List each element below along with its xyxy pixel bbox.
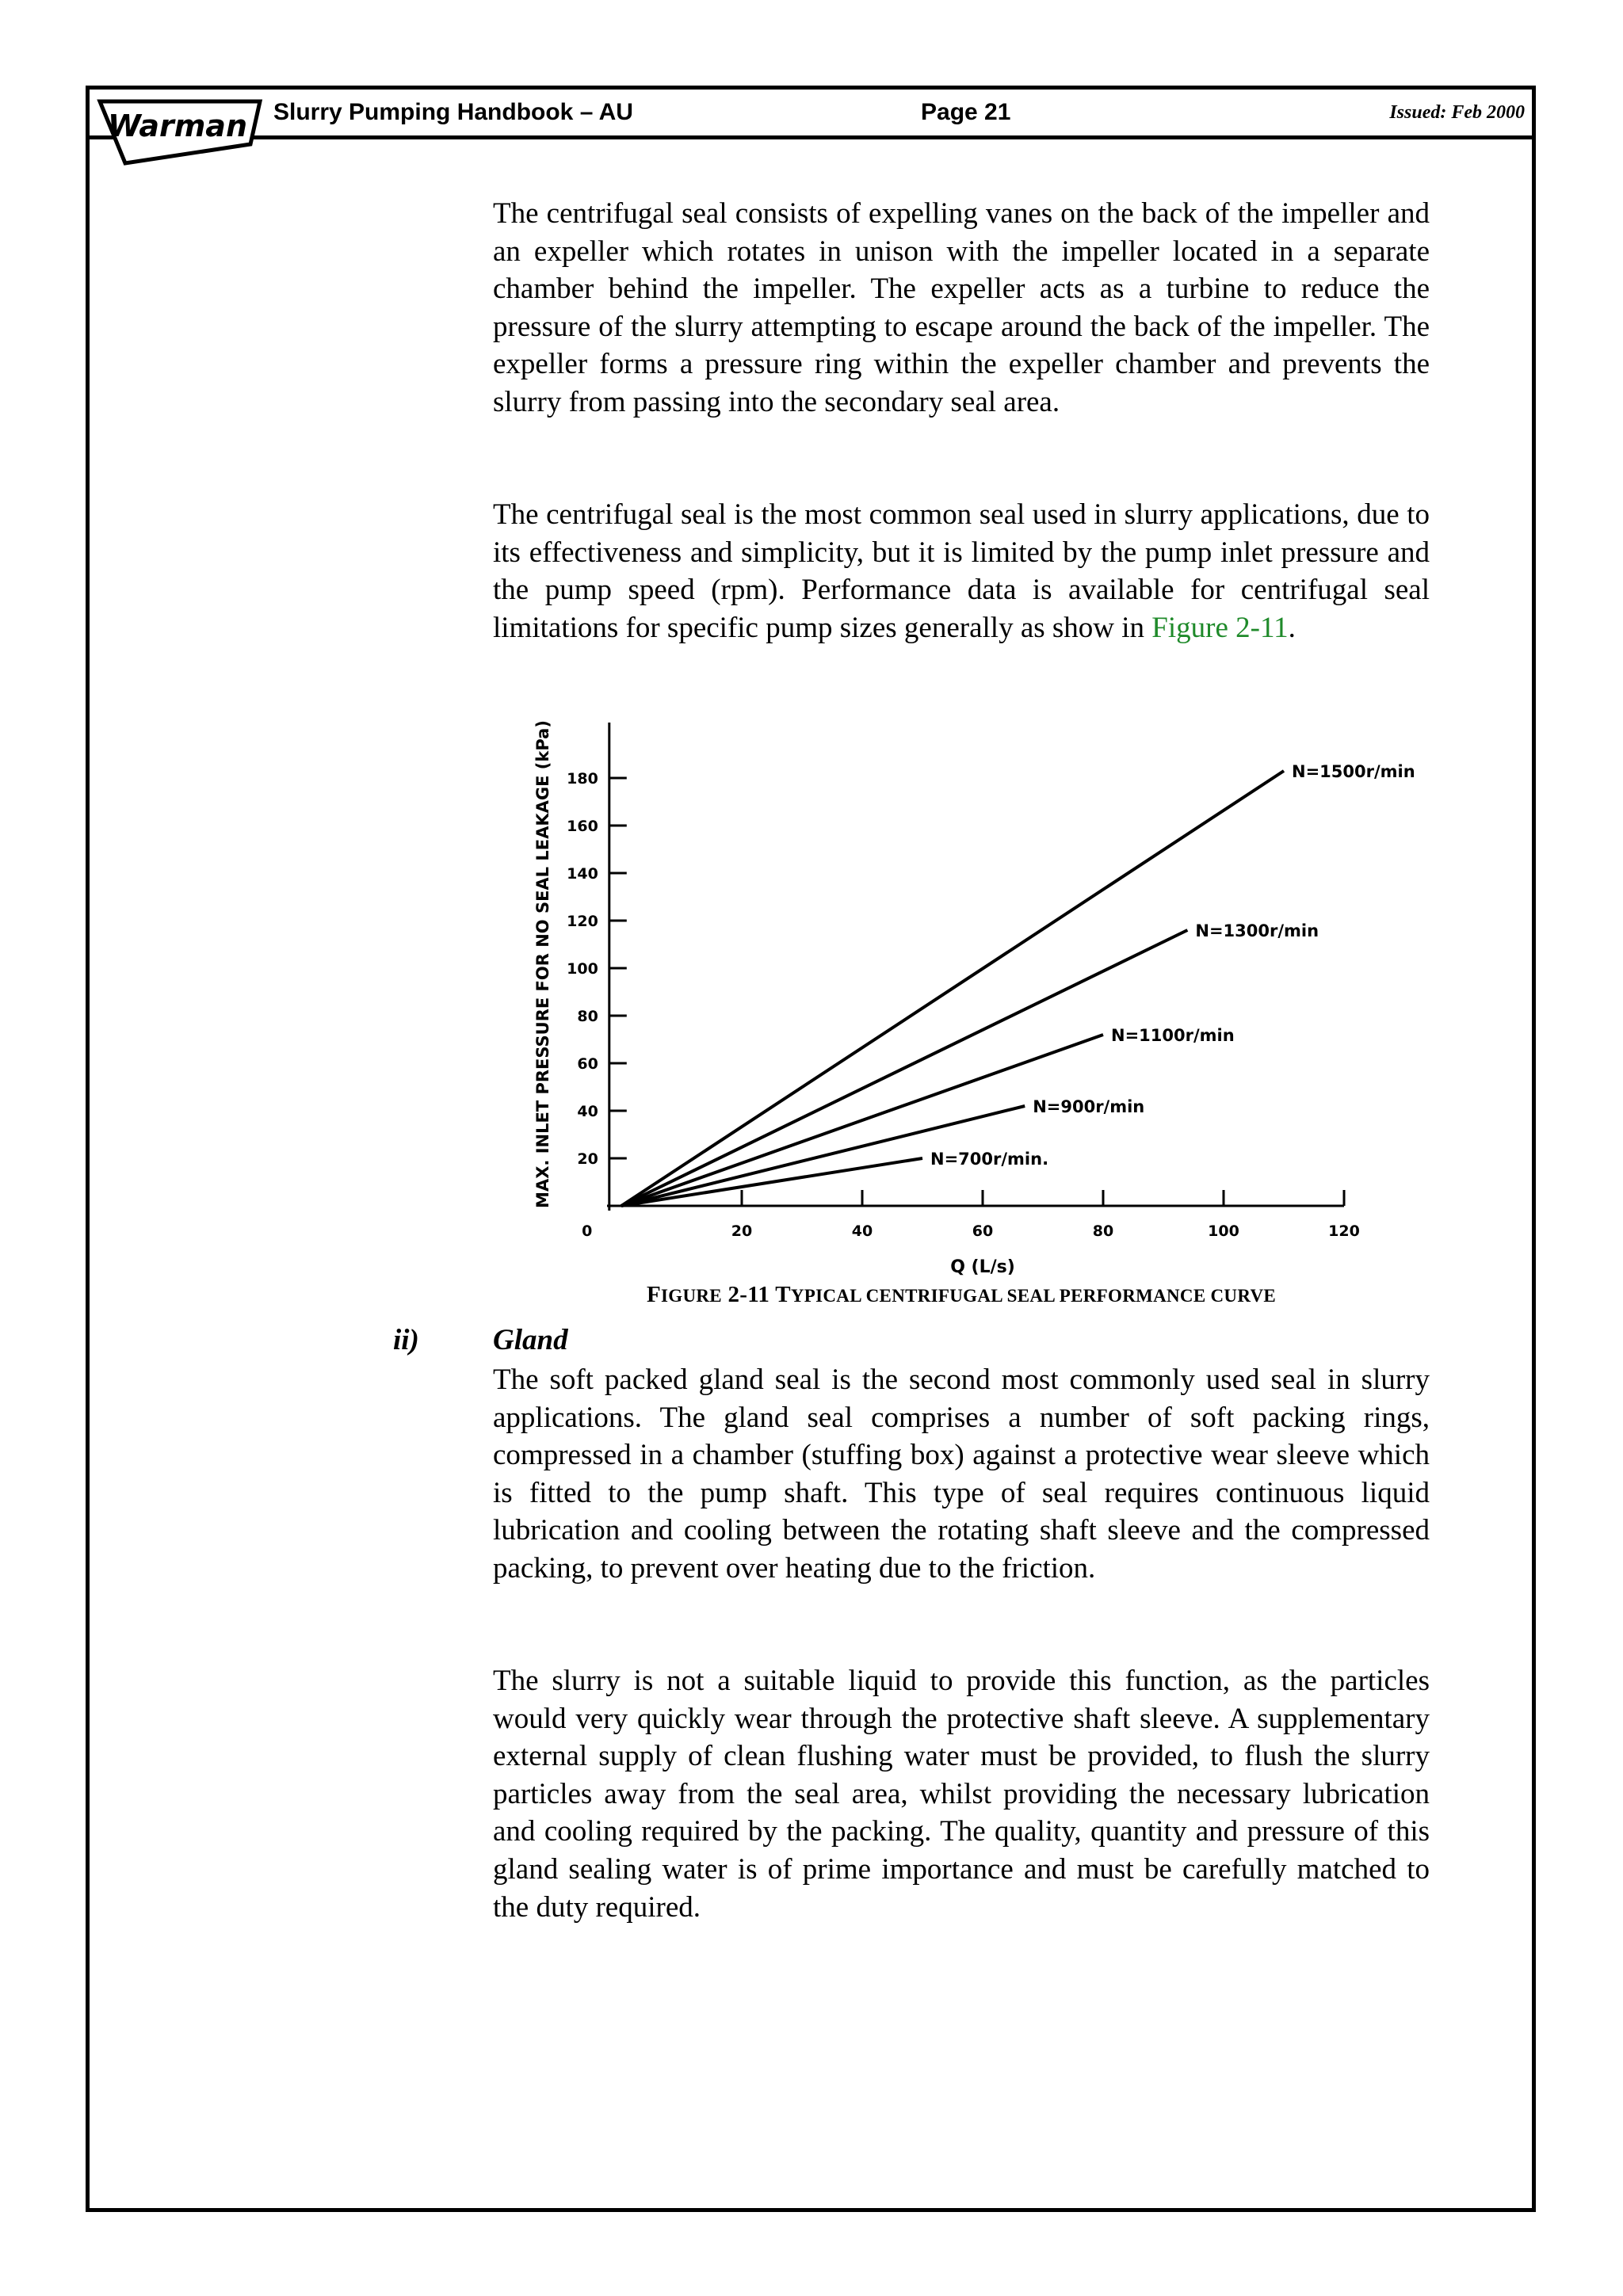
y-tick-label-140: 140 (567, 865, 598, 883)
caption-igure: IGURE (661, 1286, 722, 1306)
series-label-2: N=1100r/min (1111, 1026, 1235, 1045)
caption-f: F (646, 1282, 661, 1307)
x-tick-label-120: 120 (1328, 1222, 1360, 1240)
handbook-title: Slurry Pumping Handbook – AU (273, 99, 633, 125)
y-tick-label-20: 20 (577, 1150, 598, 1168)
series-label-3: N=1300r/min (1195, 921, 1319, 940)
section-number: ii) (393, 1324, 419, 1356)
y-tick-label-40: 40 (577, 1103, 598, 1120)
series-label-0: N=700r/min. (930, 1150, 1049, 1169)
y-tick-label-120: 120 (567, 913, 598, 930)
paragraph-end: . (1288, 611, 1296, 644)
series-label-1: N=900r/min (1033, 1097, 1145, 1116)
paragraph-centrifugal-seal: The centrifugal seal consists of expelling vanes on the back of the impeller and an expeller which rotates in unison with the impeller located in a separate chamber behind the impeller. The expeller acts as a turbine to reduce the pressure of the slurry attempting to escape around the back of the impeller. The expeller forms a pressure ring within the expeller chamber and prevents the slurry from passing into the secondary seal area. (493, 197, 1430, 418)
paragraph-centrifugal-usage (493, 496, 1430, 646)
issued-date: Issued: Feb 2000 (1389, 102, 1525, 123)
warman-logo (92, 95, 266, 168)
figure-caption (493, 1279, 1430, 1312)
x-tick-label-40: 40 (851, 1222, 873, 1240)
paragraph-flushing-water: The slurry is not a suitable liquid to provide this function, as the particles would very quickly wear through the protective shaft sleeve. A supplementary external supply of clean flushing water must be provided, to flush the slurry particles away from the seal area, whilst providing the necessary lubrication and cooling required by the packing. The quality, quantity and pressure of this gland sealing water is of prime importance and must be carefully matched to the duty required. (493, 1665, 1430, 1924)
paragraph-gland-seal: The soft packed gland seal is the second most commonly used seal in slurry applications. The gland seal comprises a number of soft packing rings, compressed in a chamber (stuffing box) against a protective wear sleeve which is fitted to the pump shaft. This type of seal requires continuous liquid lubrication and cooling between the rotating shaft sleeve and the compressed packing, to prevent over heating due to the friction. (493, 1363, 1430, 1585)
caption-number: 2-11 T (721, 1282, 791, 1307)
x-tick-label-80: 80 (1092, 1222, 1114, 1240)
paragraph-text: The centrifugal seal is the most common seal used in slurry applications, due to its effectiveness and simplicity, but it is limited by the pump inlet pressure and the pump speed (rpm). Performance data is available for centrifugal seal limitations for specific pump sizes generally as show in (493, 498, 1430, 644)
section-title: Gland (493, 1324, 568, 1356)
x-tick-label-100: 100 (1208, 1222, 1239, 1240)
y-tick-label-80: 80 (577, 1008, 598, 1025)
origin-label: 0 (582, 1222, 593, 1240)
y-tick-label-100: 100 (567, 960, 598, 978)
series-line-4 (621, 771, 1284, 1206)
x-tick-label-60: 60 (972, 1222, 994, 1240)
logo-text: Warman (107, 109, 248, 143)
figure-link[interactable]: Figure 2-11 (1151, 611, 1289, 644)
x-axis-label: Q (L/s) (950, 1257, 1015, 1277)
series-line-2 (621, 1035, 1103, 1206)
seal-performance-chart (523, 713, 1415, 1277)
page-number: Page 21 (921, 99, 1011, 125)
y-axis-label: MAX. INLET PRESSURE FOR NO SEAL LEAKAGE (kPa) (533, 720, 552, 1208)
series-line-3 (621, 930, 1187, 1206)
y-tick-label-180: 180 (567, 770, 598, 788)
caption-title: YPICAL CENTRIFUGAL SEAL PERFORMANCE CURVE (790, 1286, 1276, 1306)
series-line-0 (621, 1158, 922, 1206)
x-tick-label-20: 20 (731, 1222, 753, 1240)
y-tick-label-60: 60 (577, 1055, 598, 1073)
y-tick-label-160: 160 (567, 818, 598, 835)
series-label-4: N=1500r/min (1292, 762, 1415, 781)
